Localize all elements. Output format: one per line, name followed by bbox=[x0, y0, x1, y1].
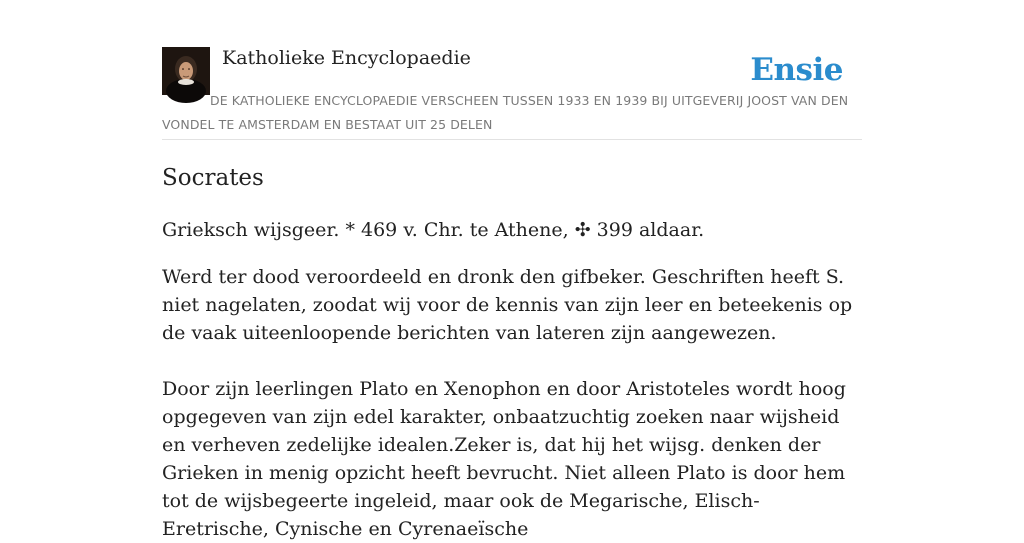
site-title[interactable]: Katholieke Encyclopaedie bbox=[222, 47, 471, 69]
article-body bbox=[162, 216, 862, 543]
article-title: Socrates bbox=[162, 165, 264, 191]
article-paragraph: Werd ter dood veroordeeld en dronk den gifbeker. Geschriften heeft S. niet nagelaten, zoodat wij voor de kennis van zijn leer en beteekenis op de vaak uiteenloopende berichten van lateren zijn aangewezen. bbox=[162, 266, 853, 344]
site-header bbox=[162, 0, 862, 140]
site-description: DE KATHOLIEKE ENCYCLOPAEDIE VERSCHEEN TUSSEN 1933 EN 1939 BIJ UITGEVERIJ JOOST VAN DEN VONDEL TE AMSTERDAM EN BESTAAT UIT 25 DELEN bbox=[162, 93, 849, 132]
article-paragraph: Grieksch wijsgeer. * 469 v. Chr. te Athene, ✣ 399 aldaar. bbox=[162, 219, 705, 241]
portrait-avatar-icon bbox=[162, 47, 210, 95]
page-container bbox=[162, 0, 862, 540]
brand-logo[interactable]: Ensie bbox=[750, 52, 843, 88]
article-paragraph: Door zijn leerlingen Plato en Xenophon en door Aristoteles wordt hoog opgegeven van zijn edel karakter, onbaatzuchtig zoeken naar wijsheid en verheven zedelijke idealen.Zeker is, dat hij het wijsg. denken der Grieken in menig opzicht heeft bevrucht. Niet alleen Plato is door hem tot de wijsbegeerte ingeleid, maar ook de Megarische, Elisch-Eretrische, Cynische en Cyrenaeïsche bbox=[162, 378, 846, 540]
avatar[interactable] bbox=[162, 47, 210, 95]
